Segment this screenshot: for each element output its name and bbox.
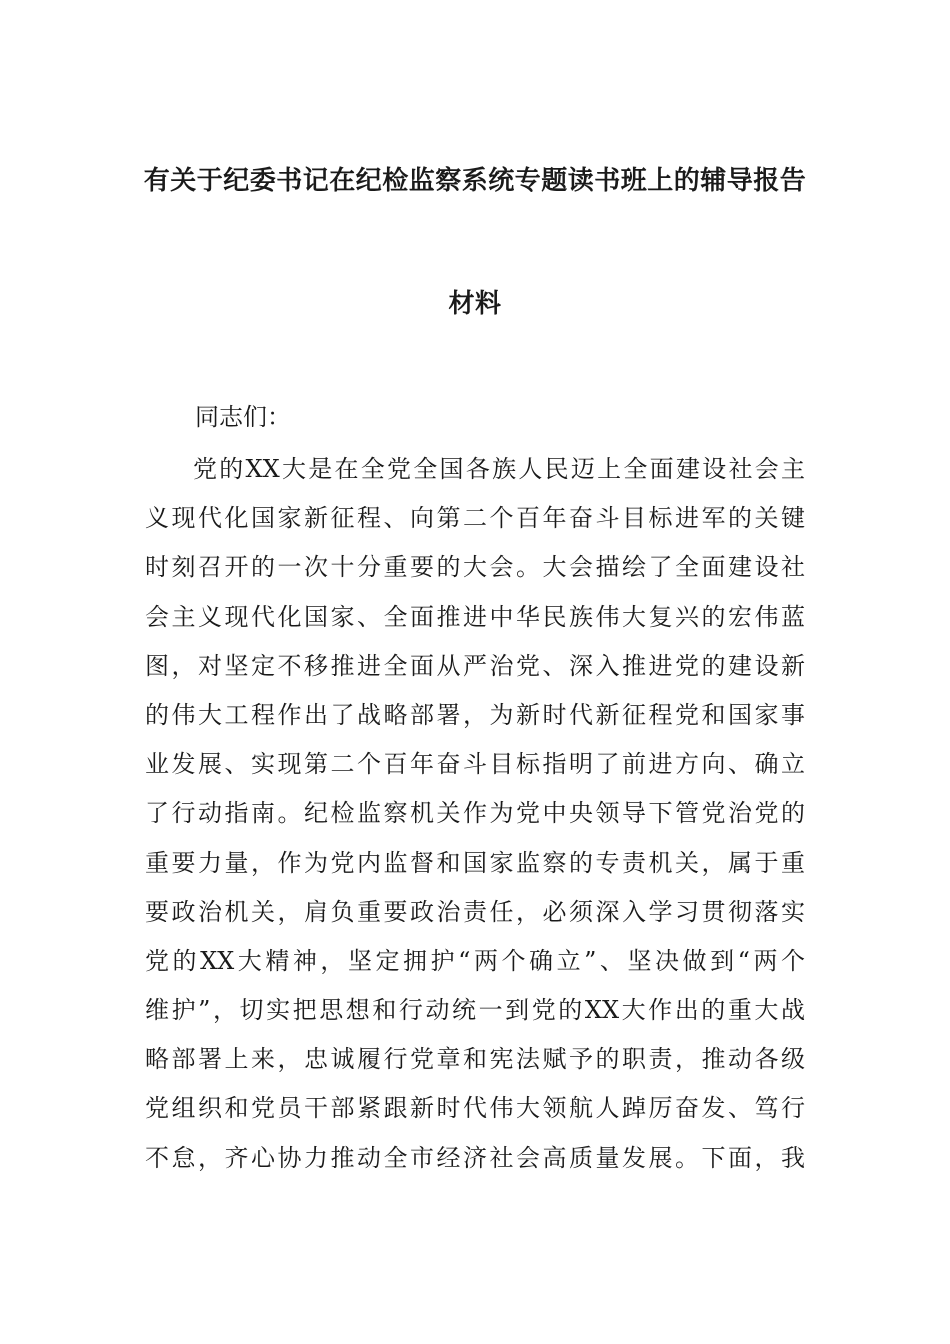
paragraph-line: 不怠，齐心协力推动全市经济社会高质量发展。下面，我: [145, 1143, 805, 1172]
paragraph-line: 时刻召开的一次十分重要的大会。大会描绘了全面建设社: [145, 553, 805, 582]
paragraph-line: 义现代化国家新征程、向第二个百年奋斗目标进军的关键: [145, 504, 805, 533]
paragraph-line: 会主义现代化国家、全面推进中华民族伟大复兴的宏伟蓝: [145, 602, 805, 631]
paragraph-line: 业发展、实现第二个百年奋斗目标指明了前进方向、确立: [145, 750, 805, 779]
document-title-line-2: 材料: [448, 289, 502, 319]
paragraph-line: 要政治机关，肩负重要政治责任，必须深入学习贯彻落实: [145, 897, 805, 926]
paragraph-line: 维护”，切实把思想和行动统一到党的XX大作出的重大战: [145, 996, 805, 1025]
document-title-line-1: 有关于纪委书记在纪检监察系统专题读书班上的辅导报告: [143, 166, 807, 196]
body-paragraph: [145, 445, 805, 1183]
paragraph-line: 图，对坚定不移推进全面从严治党、深入推进党的建设新: [145, 651, 805, 680]
paragraph-line: 党组织和党员干部紧跟新时代伟大领航人踔厉奋发、笃行: [145, 1094, 805, 1123]
paragraph-line: 略部署上来，忠诚履行党章和宪法赋予的职责，推动各级: [145, 1045, 805, 1074]
greeting: 同志们：: [195, 403, 291, 431]
paragraph-line: 党的XX大是在全党全国各族人民迈上全面建设社会主: [193, 455, 805, 483]
paragraph-line: 的伟大工程作出了战略部署，为新时代新征程党和国家事: [145, 700, 805, 729]
paragraph-line: 党的XX大精神，坚定拥护“两个确立”、坚决做到“两个: [145, 946, 805, 975]
paragraph-line: 了行动指南。纪检监察机关作为党中央领导下管党治党的: [145, 799, 805, 828]
paragraph-line: 重要力量，作为党内监督和国家监察的专责机关，属于重: [145, 848, 805, 877]
